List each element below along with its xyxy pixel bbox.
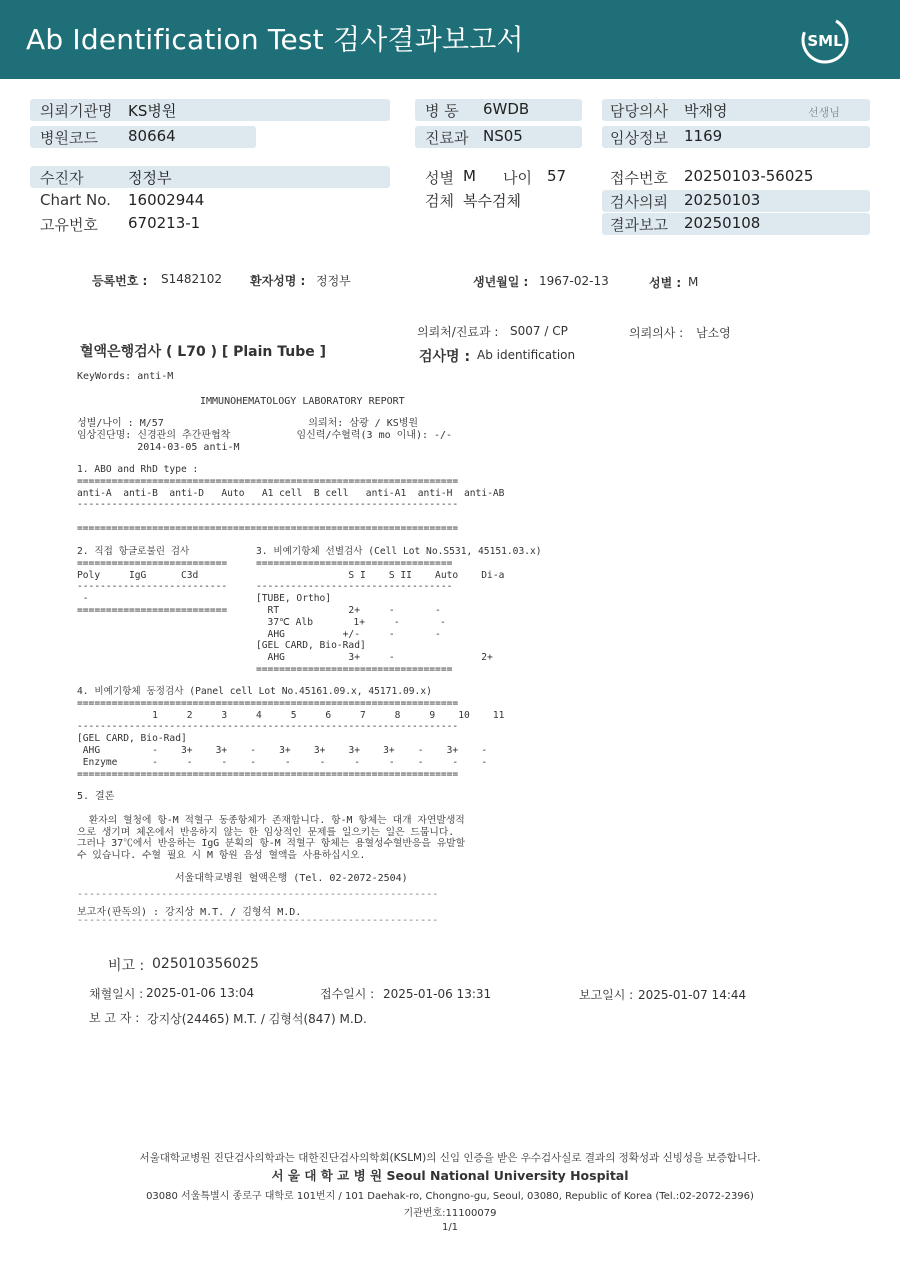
doctor-row — [602, 99, 870, 121]
clinical-label: 임상정보 — [610, 129, 668, 147]
receipt-label: 접수번호 — [610, 169, 668, 187]
age-label: 나이 — [503, 169, 532, 187]
ward-row — [415, 99, 582, 121]
clinical-value: 1169 — [684, 127, 723, 145]
reg-value: S1482102 — [161, 272, 223, 286]
svg-text:SML: SML — [807, 32, 843, 50]
doc-sex-value: M — [688, 275, 699, 289]
doc-sex-label: 성별 : — [649, 276, 682, 290]
pname-label: 환자성명 : — [250, 274, 306, 288]
report-label: 결과보고 — [610, 216, 668, 234]
facility-row — [30, 99, 390, 121]
recv-value: 2025-01-06 13:31 — [383, 987, 492, 1001]
sex-label: 성별 — [425, 169, 454, 187]
report-row — [602, 213, 870, 235]
remark-value: 025010356025 — [152, 956, 259, 972]
rep-label: 보고일시 : — [579, 988, 634, 1002]
reqdoc-label: 의뢰의사 : — [629, 326, 684, 340]
reg-label: 등록번호 : — [92, 274, 148, 288]
reqdoc-value: 남소영 — [696, 326, 731, 340]
pname-value: 정정부 — [316, 274, 351, 288]
separator-line-2: ------------------------------------------------------------ — [77, 915, 439, 926]
patient-label: 수진자 — [40, 169, 84, 187]
keywords: KeyWords: anti-M — [77, 371, 174, 382]
chart-label: Chart No. — [40, 191, 111, 209]
draw-value: 2025-01-06 13:04 — [146, 986, 255, 1000]
uid-label: 고유번호 — [40, 216, 98, 234]
test-label: 검사명 : — [419, 349, 471, 365]
facility-label: 의뢰기관명 — [40, 102, 113, 120]
sex-value: M — [463, 167, 476, 185]
uid-row — [30, 213, 390, 235]
request-label: 검사의뢰 — [610, 193, 668, 211]
conclusion-body: 환자의 혈청에 항-M 적혈구 동종항체가 존재합니다. 항-M 항체는 대개 자연발생적 으로 생기며 체온에서 반응하지 않는 한 임상적인 문제를 일으키는 일은 드뭅니다. 그러나 37℃에서 반응하는 IgG 분획의 항-M 적혈구 항체는 용혈성수혈반응을 유발할 수 있습니다. 수혈 필요 시 M 항원 음성 혈액을 사용하십시오. — [77, 815, 466, 861]
req-value: S007 / CP — [510, 324, 568, 338]
request-row — [602, 190, 870, 212]
sex-age-row — [415, 166, 582, 188]
specimen-row — [415, 189, 582, 211]
report-title: Ab Identification Test 검사결과보고서 — [26, 23, 524, 56]
ward-label: 병 동 — [425, 102, 459, 120]
recv-label: 접수일시 : — [320, 987, 375, 1001]
remark-label: 비고 : — [108, 958, 145, 974]
hospital-name: 서 울 대 학 교 병 원 Seoul National University Hospital — [271, 1168, 629, 1183]
draw-label: 채혈일시 : — [89, 987, 144, 1001]
patient-block: 성별/나이 : M/57 의뢰처: 삼광 / KS병원 임상진단명: 신경관의 추간판협착 임신력/수혈력(3 mo 이내): -/- 2014-03-05 anti-M — [77, 418, 453, 453]
lab-report-title: IMMUNOHEMATOLOGY LABORATORY REPORT — [200, 396, 405, 407]
conclusion-title: 5. 결론 — [77, 791, 115, 802]
chart-row — [30, 190, 390, 212]
age-value: 57 — [547, 167, 567, 185]
clinical-row — [602, 126, 870, 148]
facility-value: KS병원 — [128, 102, 177, 120]
dat-section: 2. 직접 항글로불린 검사 ========================== Poly IgG C3d -------------------------- - ========================== — [77, 546, 228, 616]
reporter-label: 보 고 자 : — [89, 1011, 140, 1025]
abo-rhd-section: 1. ABO and RhD type : ================================================================== anti-A anti-B anti-D Auto A1 cell B cell anti-A1 anti-H anti-AB ------------------------------------------------------------------ ================================================================== — [77, 464, 505, 534]
reporter-value: 강지상(24465) M.T. / 김형석(847) M.D. — [147, 1012, 367, 1026]
doctor-value: 박재영 — [684, 102, 728, 120]
request-value: 20250103 — [684, 191, 761, 209]
rep-value: 2025-01-07 14:44 — [638, 988, 747, 1002]
doctor-suffix: 선생님 — [808, 106, 840, 119]
hospital-address: 03080 서울특별시 종로구 대학로 101번지 / 101 Daehak-ro, Chongno-gu, Seoul, 03080, Republic of Korea (Tel.:02-2072-2396) — [146, 1191, 754, 1202]
hosp-code-value: 80664 — [128, 127, 176, 145]
ward-value: 6WDB — [483, 100, 530, 118]
test-value: Ab identification — [477, 348, 576, 362]
req-label: 의뢰처/진료과 : — [417, 325, 499, 339]
reporter-line: 보고자(판독의) : 강지상 M.T. / 김형석 M.D. — [77, 907, 302, 918]
dept-value: NS05 — [483, 127, 523, 145]
dept-row — [415, 126, 582, 148]
separator-line: ------------------------------------------------------------ — [77, 889, 439, 900]
certification-text: 서울대학교병원 진단검사의학과는 대한진단검사의학회(KSLM)의 신임 인증을 받은 우수검사실로 결과의 정확성과 신빙성을 보증합니다. — [139, 1152, 761, 1164]
screening-section: 3. 비예기항체 선별검사 (Cell Lot No.S531, 45151.03.x) ================================== S I S II Auto Di-a ---------------------------------- [TUBE, Ortho] RT 2+ - - 37℃ Alb 1+ - - AHG +/- - - [GEL CARD, Bio-Rad] AHG 3+ - 2+ ================================== — [256, 546, 542, 675]
receipt-row — [602, 166, 870, 188]
specimen-label: 검체 — [425, 192, 454, 210]
report-value: 20250108 — [684, 214, 761, 232]
dob-label: 생년월일 : — [473, 275, 529, 289]
patient-row — [30, 166, 390, 188]
header-bar — [0, 0, 900, 79]
patient-value: 정정부 — [128, 169, 172, 187]
lab-contact: 서울대학교병원 혈액은행 (Tel. 02-2072-2504) — [175, 873, 408, 884]
doctor-label: 담당의사 — [610, 102, 668, 120]
receipt-value: 20250103-56025 — [684, 167, 814, 185]
uid-value: 670213-1 — [128, 214, 201, 232]
hosp-code-label: 병원코드 — [40, 129, 98, 147]
dept-label: 진료과 — [425, 129, 469, 147]
sml-logo-icon — [798, 13, 852, 67]
blood-bank-title: 혈액은행검사 ( L70 ) [ Plain Tube ] — [80, 344, 327, 360]
org-number: 기관번호:11100079 — [403, 1208, 497, 1219]
chart-value: 16002944 — [128, 191, 205, 209]
page-number: 1/1 — [441, 1222, 459, 1233]
dob-value: 1967-02-13 — [539, 274, 609, 288]
identification-section: 4. 비예기항체 동정검사 (Panel cell Lot No.45161.09.x, 45171.09.x) ================================================================== 1 2 3 4 5 6 7 8 9 10 11 ------------------------------------------------------------------ [GEL CARD, Bio-Rad] AHG - 3+ 3+ - 3+ 3+ 3+ 3+ - 3+ - Enzyme - - - - - - - - - - - ================================================================== — [77, 686, 505, 780]
specimen-value: 복수검체 — [463, 192, 521, 210]
hosp-code-row — [30, 126, 256, 148]
